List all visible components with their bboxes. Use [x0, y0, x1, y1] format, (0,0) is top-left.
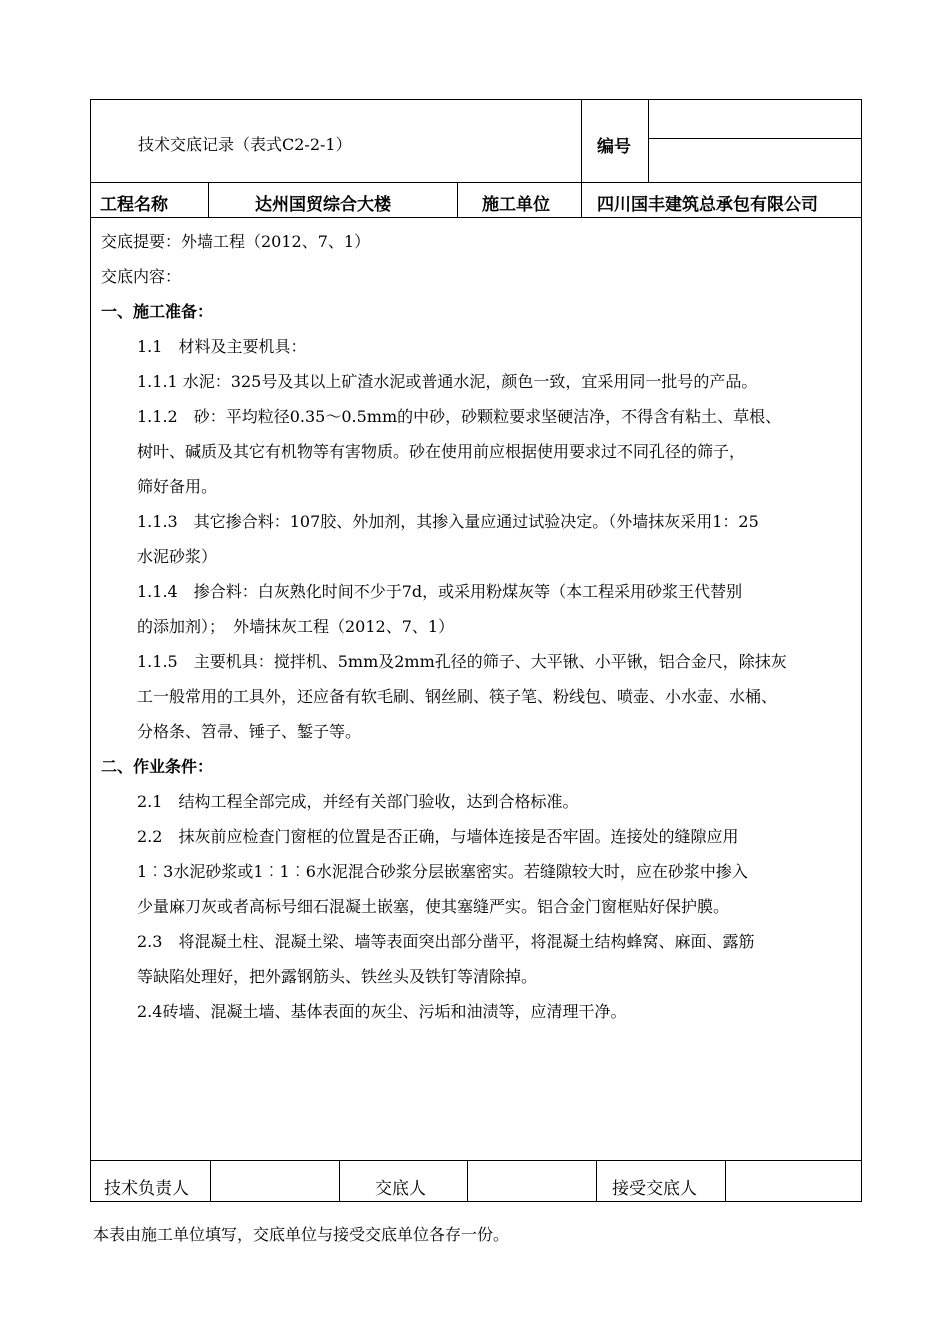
number-value-divider	[648, 99, 649, 183]
form-title: 技术交底记录（表式C2-2-1）	[138, 135, 352, 154]
item-2-1: 2.1 结构工程全部完成，并经有关部门验收，达到合格标准。	[137, 792, 579, 811]
project-label-divider	[208, 182, 209, 217]
item-2-2-line1: 2.2 抹灰前应检查门窗框的位置是否正确，与墙体连接是否牢固。连接处的缝隙应用	[137, 827, 739, 846]
item-1-1-5-line3: 分格条、笤帚、锤子、錾子等。	[137, 722, 362, 741]
project-name-label: 工程名称	[100, 195, 168, 215]
tech-lead-label: 技术负责人	[104, 1179, 189, 1199]
footnote: 本表由施工单位填写，交底单位与接受交底单位各存一份。	[93, 1225, 510, 1244]
signature-row-top	[90, 1160, 862, 1161]
sig-divider-4	[596, 1160, 597, 1202]
item-1-1-3-line2: 水泥砂浆）	[137, 547, 218, 566]
item-2-4: 2.4砖墙、混凝土墙、基体表面的灰尘、污垢和油渍等，应清理干净。	[137, 1002, 627, 1021]
presenter-label: 交底人	[375, 1179, 426, 1199]
project-name-value: 达州国贸综合大楼	[255, 195, 391, 215]
item-1-1: 1.1 材料及主要机具：	[137, 337, 307, 356]
number-split-line	[648, 138, 862, 139]
item-2-2-line2: 1︰3水泥砂浆或1︰1︰6水泥混合砂浆分层嵌塞密实。若缝隙较大时，应在砂浆中掺入	[137, 862, 748, 881]
item-2-3-line1: 2.3 将混凝土柱、混凝土梁、墙等表面突出部分凿平，将混凝土结构蜂窝、麻面、露筋	[137, 932, 755, 951]
item-1-1-3-line1: 1.1.3 其它掺合料：107胶、外加剂，其掺入量应通过试验决定。（外墙抹灰采用1：25	[137, 512, 759, 531]
item-1-1-4-line2: 的添加剂）； 外墙抹灰工程（2012、7、1）	[137, 617, 455, 636]
item-1-1-2-line2: 树叶、碱质及其它有机物等有害物质。砂在使用前应根据使用要求过不同孔径的筛子，	[137, 442, 746, 461]
item-1-1-2-line3: 筛好备用。	[137, 477, 218, 496]
summary-line: 交底提要：外墙工程（2012、7、1）	[101, 232, 371, 251]
section-1-title: 一、施工准备：	[101, 302, 214, 321]
item-1-1-5-line1: 1.1.5 主要机具：搅拌机、5mm及2mm孔径的筛子、大平锹、小平锹，铝合金尺，除抹灰	[137, 652, 787, 671]
item-1-1-2-line1: 1.1.2 砂：平均粒径0.35～0.5mm的中砂，砂颗粒要求坚硬洁净，不得含有粘土、草根、	[137, 407, 782, 426]
sig-divider-5	[725, 1160, 726, 1202]
item-1-1-4-line1: 1.1.4 掺合料：白灰熟化时间不少于7d，或采用粉煤灰等（本工程采用砂浆王代替别	[137, 582, 743, 601]
header-divider	[90, 182, 862, 183]
construction-unit-label: 施工单位	[482, 195, 550, 215]
item-2-3-line2: 等缺陷处理好，把外露钢筋头、铁丝头及铁钉等清除掉。	[137, 967, 538, 986]
sig-divider-1	[210, 1160, 211, 1202]
content-label: 交底内容：	[101, 267, 182, 286]
sig-divider-2	[339, 1160, 340, 1202]
construction-unit-value: 四川国丰建筑总承包有限公司	[597, 195, 818, 215]
sig-divider-3	[467, 1160, 468, 1202]
unit-label-divider-left	[457, 182, 458, 217]
info-row-divider	[90, 217, 862, 218]
disclosure-content	[101, 224, 856, 1029]
number-col-divider	[581, 99, 582, 217]
item-1-1-5-line2: 工一般常用的工具外，还应备有软毛刷、钢丝刷、筷子笔、粉线包、喷壶、小水壶、水桶、	[137, 687, 778, 706]
number-label: 编号	[597, 137, 631, 157]
item-1-1-1: 1.1.1 水泥：325号及其以上矿渣水泥或普通水泥，颜色一致，宜采用同一批号的产品。	[137, 372, 758, 391]
receiver-label: 接受交底人	[612, 1179, 697, 1199]
item-2-2-line3: 少量麻刀灰或者高标号细石混凝土嵌塞，使其塞缝严实。铝合金门窗框贴好保护膜。	[137, 897, 730, 916]
section-2-title: 二、作业条件：	[101, 757, 214, 776]
